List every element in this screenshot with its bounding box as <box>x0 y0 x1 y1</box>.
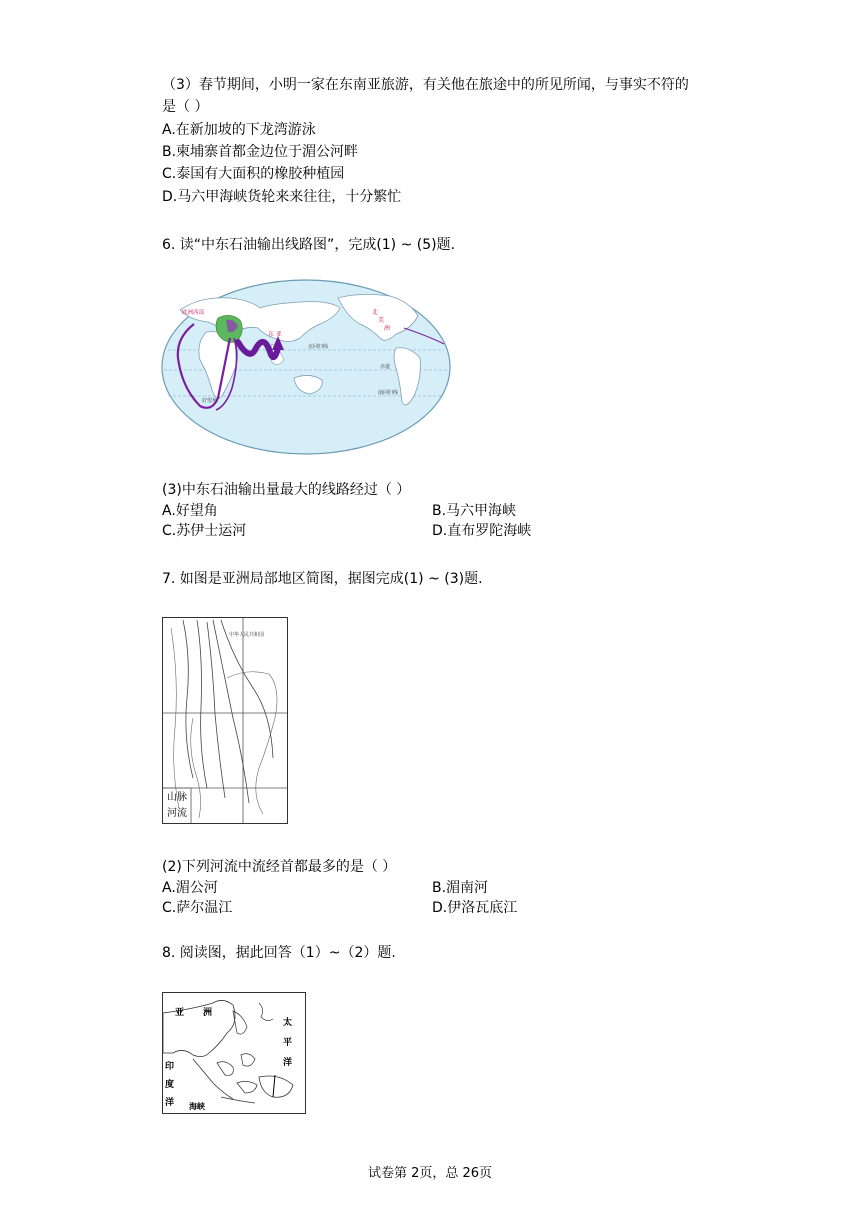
strait-map <box>162 992 306 1114</box>
q7-option-a: A.湄公河 <box>162 880 218 896</box>
oil-route-map-svg <box>160 278 452 456</box>
map-label-europe: 欧洲西部 <box>182 310 205 316</box>
q7-sub-question: (2)下列河流中流经首都最多的是（ ） <box>162 859 397 875</box>
map-label-north-america-3: 洲 <box>384 325 391 332</box>
q5-option-a: A.在新加坡的下龙湾游泳 <box>162 122 316 138</box>
q7-option-b: B.湄南河 <box>432 880 489 896</box>
legend-river-label: 河流 <box>167 808 187 819</box>
map-label-north-america-2: 美 <box>378 317 385 324</box>
map-label-china: 中华人民共和国 <box>229 632 265 638</box>
map-label-north-america-1: 北 <box>372 309 379 316</box>
q5-option-b: B.柬埔寨首都金边位于湄公河畔 <box>162 144 359 160</box>
q6-title: 6. 读“中东石油输出线路图”，完成(1) ~ (5)题. <box>162 237 456 253</box>
q6-option-a: A.好望角 <box>162 503 218 519</box>
q6-sub-question: (3)中东石油输出量最大的线路经过（ ） <box>162 482 411 498</box>
map-label-pacific-2: 平 <box>283 1038 293 1048</box>
q5-stem-line1: （3）春节期间，小明一家在东南亚旅游，有关他在旅途中的所见所闻，与事实不符的 <box>162 77 689 93</box>
map-label-indian-1: 印 <box>165 1062 175 1072</box>
q5-option-c: C.泰国有大面积的橡胶种植园 <box>162 166 345 182</box>
q7-option-c: C.萨尔温江 <box>162 900 233 916</box>
q8-title: 8. 阅读图，据此回答（1）~（2）题. <box>162 945 396 961</box>
map-label-pacific-1: 太 <box>283 1018 293 1028</box>
map-label-equator: 赤道 <box>380 364 391 370</box>
q5-stem-line2: 是（ ） <box>162 99 209 115</box>
map-label-indian-2: 度 <box>165 1080 175 1090</box>
q6-option-d: D.直布罗陀海峡 <box>432 523 532 539</box>
strait-map-svg <box>163 993 305 1113</box>
legend-mountain-label: 山脉 <box>167 792 187 803</box>
map-label-strait: 海峡 <box>189 1102 205 1111</box>
q7-title: 7. 如图是亚洲局部地区简图，据图完成(1) ~ (3)题. <box>162 571 483 587</box>
map-label-cape: 好望角 <box>202 398 218 404</box>
map-label-asia-2: 洲 <box>203 1008 213 1018</box>
map-label-asia-1: 亚 <box>175 1008 185 1018</box>
q7-option-d: D.伊洛瓦底江 <box>432 900 518 916</box>
map-label-tropic-capricorn: 南回归线 <box>378 390 399 396</box>
map-label-east-asia: 东 亚 <box>268 331 282 338</box>
southeast-asia-map-svg <box>163 618 287 823</box>
q5-option-d: D.马六甲海峡货轮来来往往，十分繁忙 <box>162 189 402 205</box>
oil-route-map <box>160 278 452 456</box>
map-label-indian-3: 洋 <box>165 1098 175 1108</box>
q6-option-c: C.苏伊士运河 <box>162 523 247 539</box>
page-footer: 试卷第 2页，总 26页 <box>367 1166 493 1181</box>
southeast-asia-map <box>162 617 288 824</box>
map-label-pacific-3: 洋 <box>283 1058 293 1068</box>
q6-option-b: B.马六甲海峡 <box>432 503 517 519</box>
map-label-tropic-cancer: 北回归线 <box>308 344 329 350</box>
